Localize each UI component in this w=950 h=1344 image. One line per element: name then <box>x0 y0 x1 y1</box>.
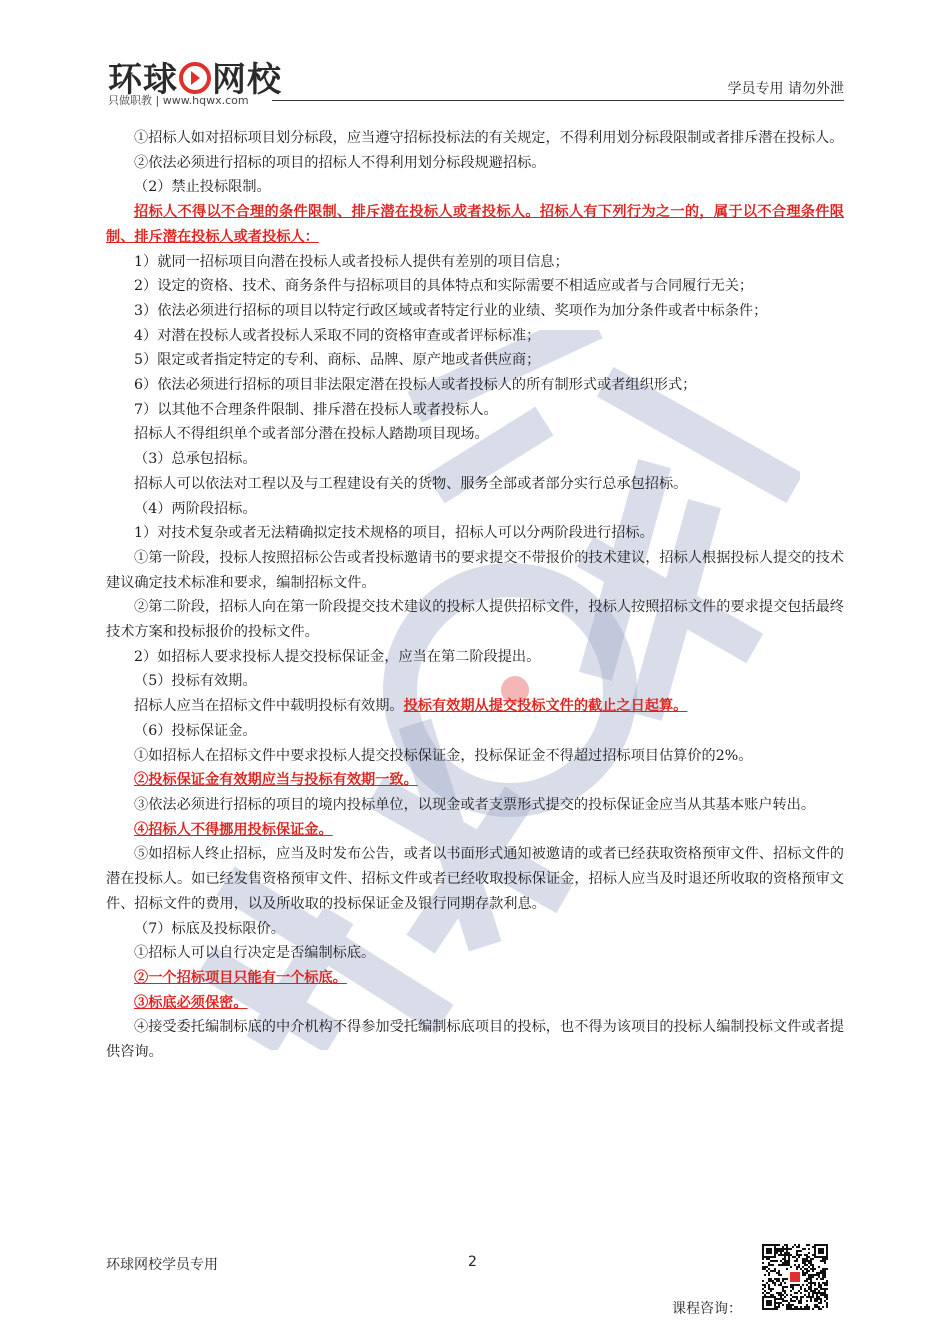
paragraph-text: （5）投标有效期。 <box>134 673 257 690</box>
paragraph-text: ④接受委托编制标底的中介机构不得参加受托编制标底项目的投标，也不得为该项目的投标人编制投标文件或者提供咨询。 <box>106 1019 844 1061</box>
paragraph <box>106 200 844 249</box>
logo-text-2: 网校 <box>212 60 282 100</box>
paragraph-text: 3）依法必须进行招标的项目以特定行政区域或者特定行业的业绩、奖项作为加分条件或者中标条件； <box>134 302 768 319</box>
paragraph-text: （7）标底及投标限价。 <box>134 920 285 937</box>
paragraph <box>106 175 844 200</box>
paragraph <box>106 497 844 522</box>
paragraph <box>106 126 844 151</box>
paragraph-text: ②依法必须进行招标的项目的招标人不得利用划分标段规避招标。 <box>134 154 546 171</box>
paragraph-text: 1）就同一招标项目向潜在投标人或者投标人提供有差别的项目信息； <box>134 253 569 270</box>
paragraph <box>106 250 844 275</box>
paragraph <box>106 694 844 719</box>
paragraph-text: ②一个招标项目只能有一个标底。 <box>134 969 347 986</box>
paragraph <box>106 719 844 744</box>
paragraph <box>106 966 844 991</box>
paragraph-text: ④招标人不得挪用投标保证金。 <box>134 821 333 838</box>
paragraph <box>106 744 844 769</box>
footer-label: 环球网校学员专用 <box>106 1257 218 1273</box>
paragraph-text: ③标底必须保密。 <box>134 994 248 1011</box>
paragraph <box>106 447 844 472</box>
logo-tagline: 只做职教 | www.hqwx.com <box>108 94 249 107</box>
paragraph-text: ⑤如招标人终止招标，应当及时发布公告，或者以书面形式通知被邀请的或者已经获取资格预审文件、招标文件的潜在投标人。如已经发售资格预审文件、招标文件或者已经收取投标保证金，招标人应当及时退还所收取的资格预审文件、招标文件的费用，以及所收取的投标保证金及银行同期存款利息。 <box>106 846 844 912</box>
paragraph-text: （3）总承包招标。 <box>134 451 257 468</box>
paragraph <box>106 793 844 818</box>
paragraph <box>106 991 844 1016</box>
paragraph <box>106 818 844 843</box>
paragraph <box>106 1015 844 1064</box>
paragraph-text: 招标人不得以不合理的条件限制、排斥潜在投标人或者投标人。招标人有下列行为之一的，属于以不合理条件限制、排斥潜在投标人或者投标人： <box>106 204 844 245</box>
qr-code-icon[interactable] <box>762 1244 828 1310</box>
play-logo-icon <box>179 62 211 94</box>
paragraph-text: ③依法必须进行招标的项目的境内投标单位，以现金或者支票形式提交的投标保证金应当从其基本账户转出。 <box>134 796 816 813</box>
paragraph <box>106 348 844 373</box>
paragraph-text: 2）设定的资格、技术、商务条件与招标项目的具体特点和实际需要不相适应或者与合同履行无关； <box>134 278 754 295</box>
paragraph-text: ①招标人可以自行决定是否编制标底。 <box>134 945 376 962</box>
paragraph <box>106 546 844 595</box>
paragraph-text: 招标人不得组织单个或者部分潜在投标人踏勘项目现场。 <box>134 426 489 443</box>
paragraph-text: 招标人可以依法对工程以及与工程建设有关的货物、服务全部或者部分实行总承包招标。 <box>134 475 688 492</box>
paragraph <box>106 941 844 966</box>
paragraph <box>106 645 844 670</box>
paragraph-text: 7）以其他不合理条件限制、排斥潜在投标人或者投标人。 <box>134 401 498 418</box>
paragraph-text: 6）依法必须进行招标的项目非法限定潜在投标人或者投标人的所有制形式或者组织形式； <box>134 377 697 394</box>
header-note: 学员专用 请勿外泄 <box>727 81 844 97</box>
paragraph <box>106 274 844 299</box>
paragraph-text: ②第二阶段，招标人向在第一阶段提交技术建议的投标人提供招标文件，投标人按照招标文件的要求提交包括最终技术方案和投标报价的投标文件。 <box>106 599 844 641</box>
paragraph-text: ①招标人如对招标项目划分标段，应当遵守招标投标法的有关规定，不得利用划分标段限制或者排斥潜在投标人。 <box>134 130 844 146</box>
paragraph <box>106 472 844 497</box>
paragraph-text: 2）如招标人要求投标人提交投标保证金，应当在第二阶段提出。 <box>134 648 541 665</box>
paragraph <box>106 842 844 916</box>
paragraph <box>106 422 844 447</box>
document-body <box>106 126 844 1065</box>
paragraph <box>106 669 844 694</box>
header-divider <box>272 100 844 101</box>
paragraph-text: ②投标保证金有效期应当与投标有效期一致。 <box>134 772 418 789</box>
page-number: 2 <box>468 1254 477 1270</box>
paragraph-text: （4）两阶段招标。 <box>134 500 257 517</box>
paragraph-text: ①如招标人在招标文件中要求投标人提交投标保证金，投标保证金不得超过招标项目估算价的2%。 <box>134 747 753 764</box>
paragraph <box>106 398 844 423</box>
highlighted-text: 投标有效期从提交投标文件的截止之日起算。 <box>403 698 688 715</box>
paragraph <box>106 151 844 176</box>
paragraph <box>106 373 844 398</box>
paragraph <box>106 521 844 546</box>
logo-text-1: 环球 <box>108 60 178 100</box>
paragraph <box>106 595 844 644</box>
paragraph-text: ①第一阶段，投标人按照招标公告或者投标邀请书的要求提交不带报价的技术建议，招标人根据投标人提交的技术建议确定技术标准和要求，编制招标文件。 <box>106 549 844 591</box>
paragraph-text: 1）对技术复杂或者无法精确拟定技术规格的项目，招标人可以分两阶段进行招标。 <box>134 525 654 542</box>
paragraph-text: （6）投标保证金。 <box>134 722 257 739</box>
paragraph <box>106 917 844 942</box>
paragraph <box>106 299 844 324</box>
paragraph-text: 5）限定或者指定特定的专利、商标、品牌、原产地或者供应商； <box>134 352 541 369</box>
paragraph <box>106 324 844 349</box>
consult-label: 课程咨询： <box>672 1301 742 1317</box>
paragraph <box>106 768 844 793</box>
page-header <box>0 0 950 110</box>
paragraph-text: 招标人应当在招标文件中载明投标有效期。 <box>134 698 404 715</box>
paragraph-text: 4）对潜在投标人或者投标人采取不同的资格审查或者评标标准； <box>134 327 541 344</box>
paragraph-text: （2）禁止投标限制。 <box>134 179 271 196</box>
